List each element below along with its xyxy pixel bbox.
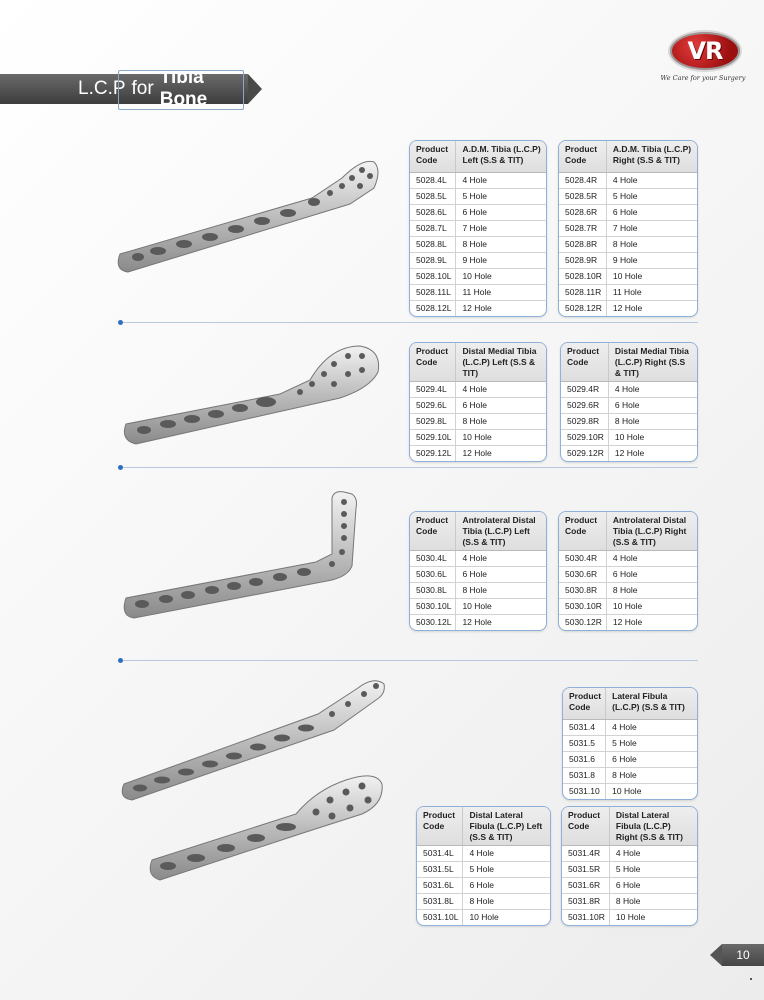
distal-medial-tibia-right-table xyxy=(560,342,698,462)
header-product-code: Product Code xyxy=(559,141,606,172)
table-row xyxy=(410,567,546,583)
table-row xyxy=(410,236,546,252)
product-code: 5030.6R xyxy=(559,567,606,583)
header-description: A.D.M. Tibia (L.C.P) Right (S.S & TIT) xyxy=(606,141,697,172)
hole-count: 4 Hole xyxy=(606,551,697,567)
hole-count: 12 Hole xyxy=(456,446,546,462)
hole-count: 4 Hole xyxy=(463,846,550,862)
brand-logo xyxy=(660,30,746,82)
header-description: Antrolateral Distal Tibia (L.C.P) Left (S.S & TIT) xyxy=(456,512,546,551)
table-row xyxy=(563,751,697,767)
hole-count: 10 Hole xyxy=(606,599,697,615)
header-product-code: Product Code xyxy=(562,807,609,846)
product-code: 5030.4L xyxy=(416,553,447,563)
table-row xyxy=(410,599,546,615)
table-row xyxy=(559,188,697,204)
table-row xyxy=(561,430,697,446)
distal-lateral-fibula-right-table xyxy=(561,806,698,926)
table-row xyxy=(563,767,697,783)
product-code: 5031.5 xyxy=(563,735,606,751)
hole-count: 8 Hole xyxy=(606,583,697,599)
table-row xyxy=(561,446,697,462)
product-code: 5030.4R xyxy=(565,553,598,563)
product-code: 5031.8L xyxy=(417,894,463,910)
product-code: 5030.12L xyxy=(410,615,456,631)
product-code: 5028.5L xyxy=(410,188,456,204)
product-code: 5028.6R xyxy=(559,204,606,220)
header-description: Distal Medial Tibia (L.C.P) Left (S.S & TIT) xyxy=(456,343,546,382)
header-description: Distal Medial Tibia (L.C.P) Right (S.S & TIT) xyxy=(608,343,697,382)
table-row xyxy=(417,878,550,894)
product-code: 5028.8L xyxy=(410,236,456,252)
logo-text: VR xyxy=(687,37,723,65)
table-row xyxy=(562,846,697,862)
hole-count: 6 Hole xyxy=(456,567,546,583)
hole-count: 8 Hole xyxy=(463,894,550,910)
hole-count: 12 Hole xyxy=(456,615,546,631)
hole-count: 10 Hole xyxy=(608,430,697,446)
table-row xyxy=(410,414,546,430)
hole-count: 11 Hole xyxy=(456,284,546,300)
product-code: 5031.4L xyxy=(423,848,454,858)
product-code: 5028.10R xyxy=(559,268,606,284)
distal-lateral-fibula-left-table xyxy=(416,806,551,926)
table-row xyxy=(562,878,697,894)
table-row xyxy=(559,172,697,188)
hole-count: 7 Hole xyxy=(456,220,546,236)
hole-count: 5 Hole xyxy=(463,862,550,878)
hole-count: 8 Hole xyxy=(609,894,697,910)
product-code: 5030.8R xyxy=(559,583,606,599)
header-product-code: Product Code xyxy=(417,807,463,846)
table-row xyxy=(559,300,697,316)
hole-count: 6 Hole xyxy=(456,398,546,414)
header-product-code: Product Code xyxy=(563,688,606,719)
table-row xyxy=(561,414,697,430)
title-highlight-frame xyxy=(118,70,244,110)
hole-count: 9 Hole xyxy=(606,252,697,268)
header-product-code: Product Code xyxy=(410,512,456,551)
table-row xyxy=(563,735,697,751)
antrolateral-distal-tibia-left-table xyxy=(409,511,547,631)
hole-count: 4 Hole xyxy=(608,382,697,398)
product-code: 5031.4 xyxy=(569,721,595,732)
hole-count: 8 Hole xyxy=(606,236,697,252)
product-code: 5031.10 xyxy=(563,783,606,799)
hole-count: 5 Hole xyxy=(609,862,697,878)
product-code: 5029.10L xyxy=(410,430,456,446)
lateral-fibula-table xyxy=(562,687,698,800)
table-row xyxy=(559,551,697,567)
product-code: 5028.7L xyxy=(410,220,456,236)
table-row xyxy=(559,583,697,599)
adm-tibia-left-table xyxy=(409,140,547,317)
table-row xyxy=(410,551,546,567)
product-code: 5029.6L xyxy=(410,398,456,414)
table-row xyxy=(410,300,546,316)
table-row xyxy=(417,862,550,878)
hole-count: 8 Hole xyxy=(606,767,697,783)
table-row xyxy=(410,430,546,446)
title-prefix: L.C.P xyxy=(78,78,126,99)
brand-tagline: We Care for your Surgery xyxy=(660,74,746,82)
table-row xyxy=(559,220,697,236)
product-code: 5028.10L xyxy=(410,268,456,284)
product-code: 5028.11R xyxy=(559,284,606,300)
hole-count: 6 Hole xyxy=(609,878,697,894)
table-row xyxy=(417,846,550,862)
table-row xyxy=(561,382,697,398)
hole-count: 5 Hole xyxy=(456,188,546,204)
product-code: 5030.10L xyxy=(410,599,456,615)
page-number-arrow xyxy=(710,944,722,966)
product-code: 5028.12L xyxy=(410,300,456,316)
header-product-code: Product Code xyxy=(410,343,456,382)
hole-count: 12 Hole xyxy=(606,300,697,316)
distal-medial-tibia-plate-image xyxy=(120,340,385,450)
table-row xyxy=(410,252,546,268)
adm-tibia-plate-image xyxy=(112,148,384,278)
header-product-code: Product Code xyxy=(559,512,606,551)
hole-count: 5 Hole xyxy=(606,188,697,204)
hole-count: 5 Hole xyxy=(606,735,697,751)
logo-emblem xyxy=(668,30,742,72)
product-code: 5028.8R xyxy=(559,236,606,252)
product-code: 5031.10L xyxy=(417,910,463,926)
product-code: 5030.10R xyxy=(559,599,606,615)
product-code: 5029.6R xyxy=(561,398,608,414)
table-row xyxy=(559,236,697,252)
product-code: 5031.6L xyxy=(417,878,463,894)
product-code: 5028.9R xyxy=(559,252,606,268)
page-number: 10 xyxy=(722,944,764,966)
product-code: 5028.9L xyxy=(410,252,456,268)
title-connector: for xyxy=(131,78,154,99)
hole-count: 4 Hole xyxy=(456,172,546,188)
decorative-dot xyxy=(750,978,752,980)
hole-count: 6 Hole xyxy=(606,751,697,767)
hole-count: 6 Hole xyxy=(606,204,697,220)
hole-count: 10 Hole xyxy=(456,430,546,446)
table-row xyxy=(563,783,697,799)
table-row xyxy=(561,398,697,414)
table-row xyxy=(559,567,697,583)
hole-count: 10 Hole xyxy=(606,783,697,799)
product-code: 5029.8R xyxy=(561,414,608,430)
hole-count: 8 Hole xyxy=(456,414,546,430)
distal-medial-tibia-left-table xyxy=(409,342,547,462)
antrolateral-distal-tibia-right-table xyxy=(558,511,698,631)
table-row xyxy=(559,268,697,284)
header-product-code: Product Code xyxy=(410,141,456,172)
title-arrow xyxy=(248,74,262,104)
header-description: Antrolateral Distal Tibia (L.C.P) Right (S.S & TIT) xyxy=(606,512,697,551)
title-main: Tibia Bone xyxy=(159,67,208,110)
product-code: 5030.12R xyxy=(559,615,606,631)
product-code: 5028.6L xyxy=(410,204,456,220)
distal-lateral-fibula-plate-image xyxy=(146,770,386,890)
header-description: A.D.M. Tibia (L.C.P) Left (S.S & TIT) xyxy=(456,141,546,172)
hole-count: 4 Hole xyxy=(609,846,697,862)
header-product-code: Product Code xyxy=(561,343,608,382)
product-code: 5030.8L xyxy=(410,583,456,599)
hole-count: 9 Hole xyxy=(456,252,546,268)
hole-count: 8 Hole xyxy=(456,583,546,599)
table-row xyxy=(559,252,697,268)
product-code: 5031.6 xyxy=(563,751,606,767)
product-code: 5028.7R xyxy=(559,220,606,236)
product-code: 5028.11L xyxy=(410,284,456,300)
header-description: Distal Lateral Fibula (L.C.P) Left (S.S & TIT) xyxy=(463,807,550,846)
table-row xyxy=(410,615,546,631)
product-code: 5028.12R xyxy=(559,300,606,316)
product-code: 5031.6R xyxy=(562,878,609,894)
table-row xyxy=(410,446,546,462)
product-code: 5028.4R xyxy=(565,174,598,185)
table-row xyxy=(410,583,546,599)
hole-count: 12 Hole xyxy=(456,300,546,316)
table-row xyxy=(410,172,546,188)
hole-count: 6 Hole xyxy=(606,567,697,583)
header-description: Distal Lateral Fibula (L.C.P) Right (S.S & TIT) xyxy=(609,807,697,846)
table-row xyxy=(417,910,550,926)
section-divider xyxy=(120,322,698,323)
hole-count: 6 Hole xyxy=(463,878,550,894)
adm-tibia-right-table xyxy=(558,140,698,317)
section-divider xyxy=(120,660,698,661)
table-row xyxy=(410,382,546,398)
product-code: 5031.4R xyxy=(568,848,601,858)
hole-count: 8 Hole xyxy=(456,236,546,252)
table-row xyxy=(410,204,546,220)
table-row xyxy=(562,862,697,878)
table-row xyxy=(410,398,546,414)
table-row xyxy=(563,719,697,735)
table-row xyxy=(562,910,697,926)
product-code: 5031.5L xyxy=(417,862,463,878)
table-row xyxy=(559,284,697,300)
product-code: 5031.8R xyxy=(562,894,609,910)
table-row xyxy=(410,268,546,284)
product-code: 5030.6L xyxy=(410,567,456,583)
header-description: Lateral Fibula (L.C.P) (S.S & TIT) xyxy=(606,688,697,719)
table-row xyxy=(559,599,697,615)
product-code: 5029.8L xyxy=(410,414,456,430)
table-row xyxy=(559,615,697,631)
table-row xyxy=(562,894,697,910)
hole-count: 4 Hole xyxy=(456,551,546,567)
product-code: 5029.10R xyxy=(561,430,608,446)
hole-count: 11 Hole xyxy=(606,284,697,300)
antrolateral-distal-tibia-plate-image xyxy=(120,488,370,628)
table-row xyxy=(410,220,546,236)
hole-count: 7 Hole xyxy=(606,220,697,236)
product-code: 5029.4R xyxy=(567,384,600,394)
section-divider xyxy=(120,467,698,468)
hole-count: 12 Hole xyxy=(606,615,697,631)
hole-count: 4 Hole xyxy=(606,172,697,188)
product-code: 5028.5R xyxy=(559,188,606,204)
product-code: 5029.12L xyxy=(410,446,456,462)
product-code: 5029.12R xyxy=(561,446,608,462)
product-code: 5031.5R xyxy=(562,862,609,878)
hole-count: 12 Hole xyxy=(608,446,697,462)
product-code: 5028.4L xyxy=(416,174,447,185)
product-code: 5031.10R xyxy=(562,910,609,926)
hole-count: 10 Hole xyxy=(456,599,546,615)
product-code: 5029.4L xyxy=(416,384,447,394)
hole-count: 10 Hole xyxy=(606,268,697,284)
table-row xyxy=(410,188,546,204)
corner-decoration xyxy=(750,0,764,84)
hole-count: 8 Hole xyxy=(608,414,697,430)
table-row xyxy=(410,284,546,300)
hole-count: 6 Hole xyxy=(456,204,546,220)
hole-count: 10 Hole xyxy=(463,910,550,926)
product-code: 5031.8 xyxy=(563,767,606,783)
table-row xyxy=(559,204,697,220)
table-row xyxy=(417,894,550,910)
hole-count: 4 Hole xyxy=(606,719,697,735)
hole-count: 4 Hole xyxy=(456,382,546,398)
hole-count: 6 Hole xyxy=(608,398,697,414)
hole-count: 10 Hole xyxy=(456,268,546,284)
hole-count: 10 Hole xyxy=(609,910,697,926)
